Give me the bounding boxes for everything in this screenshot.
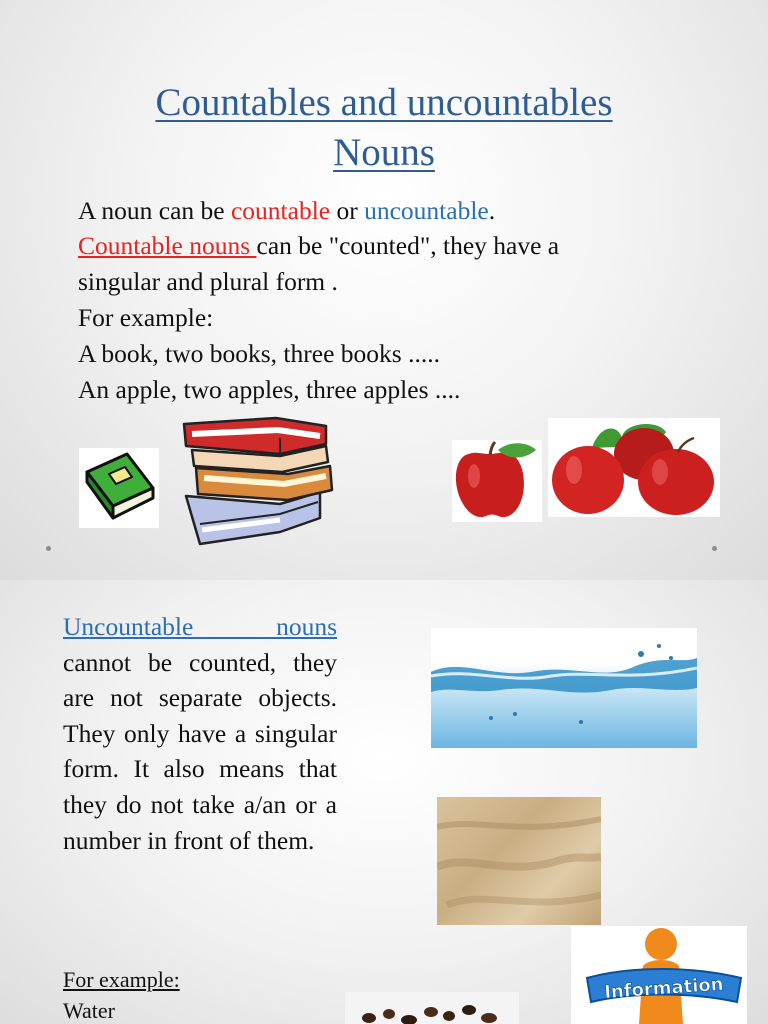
uncountable-definition: cannot be counted, they are not separate objects. They only have a singular form. It also means that they do not take a/an or a number in front of them.: [63, 647, 337, 855]
green-book-image: [79, 448, 159, 528]
intro-suffix: .: [488, 196, 496, 225]
information-figure-icon: [571, 926, 747, 1024]
book-stack-icon: [180, 410, 340, 550]
countable-word: countable: [230, 196, 331, 225]
intro-line: [78, 198, 495, 224]
countable-nouns-label: Countable nouns: [78, 231, 257, 260]
countable-definition-line: [78, 233, 559, 259]
slide-dot-right: [712, 546, 717, 551]
coffee-beans-image: [345, 992, 519, 1024]
water-splash-icon: [431, 628, 697, 748]
sand-dunes-icon: [437, 797, 601, 925]
svg-text:Information: Information: [603, 973, 725, 1004]
intro-middle: or: [330, 196, 365, 225]
uncountable-nouns-heading: Uncountable nouns: [63, 612, 337, 641]
apples-example: An apple, two apples, three apples ....: [78, 375, 461, 404]
uncountable-word: uncountable: [364, 196, 489, 225]
slide-uncountable-nouns: [0, 580, 768, 1024]
for-example-label: For example:: [78, 303, 214, 332]
uncountable-paragraph: [63, 609, 337, 858]
information-image: [571, 926, 747, 1024]
for-example-heading: For example:: [63, 967, 180, 992]
apple-image: [452, 440, 542, 522]
intro-prefix: A noun can be: [78, 196, 231, 225]
sand-image: [437, 797, 601, 925]
example-water: Water: [63, 998, 115, 1023]
slide-dot-left: [46, 546, 51, 551]
slide-title-line2: Nouns: [333, 131, 435, 174]
water-image: [431, 628, 697, 748]
coffee-beans-icon: [345, 992, 519, 1024]
slide-title-line1: Countables and uncountables: [155, 81, 613, 124]
apples-group-image: [548, 418, 720, 517]
green-book-icon: [79, 448, 159, 528]
books-example: A book, two books, three books .....: [78, 339, 440, 368]
apple-icon: [452, 440, 542, 522]
definition-line-2: singular and plural form .: [78, 267, 338, 296]
book-stack-image: [180, 410, 340, 550]
countable-definition: can be "counted", they have a: [256, 231, 560, 260]
apples-group-icon: [548, 418, 720, 517]
